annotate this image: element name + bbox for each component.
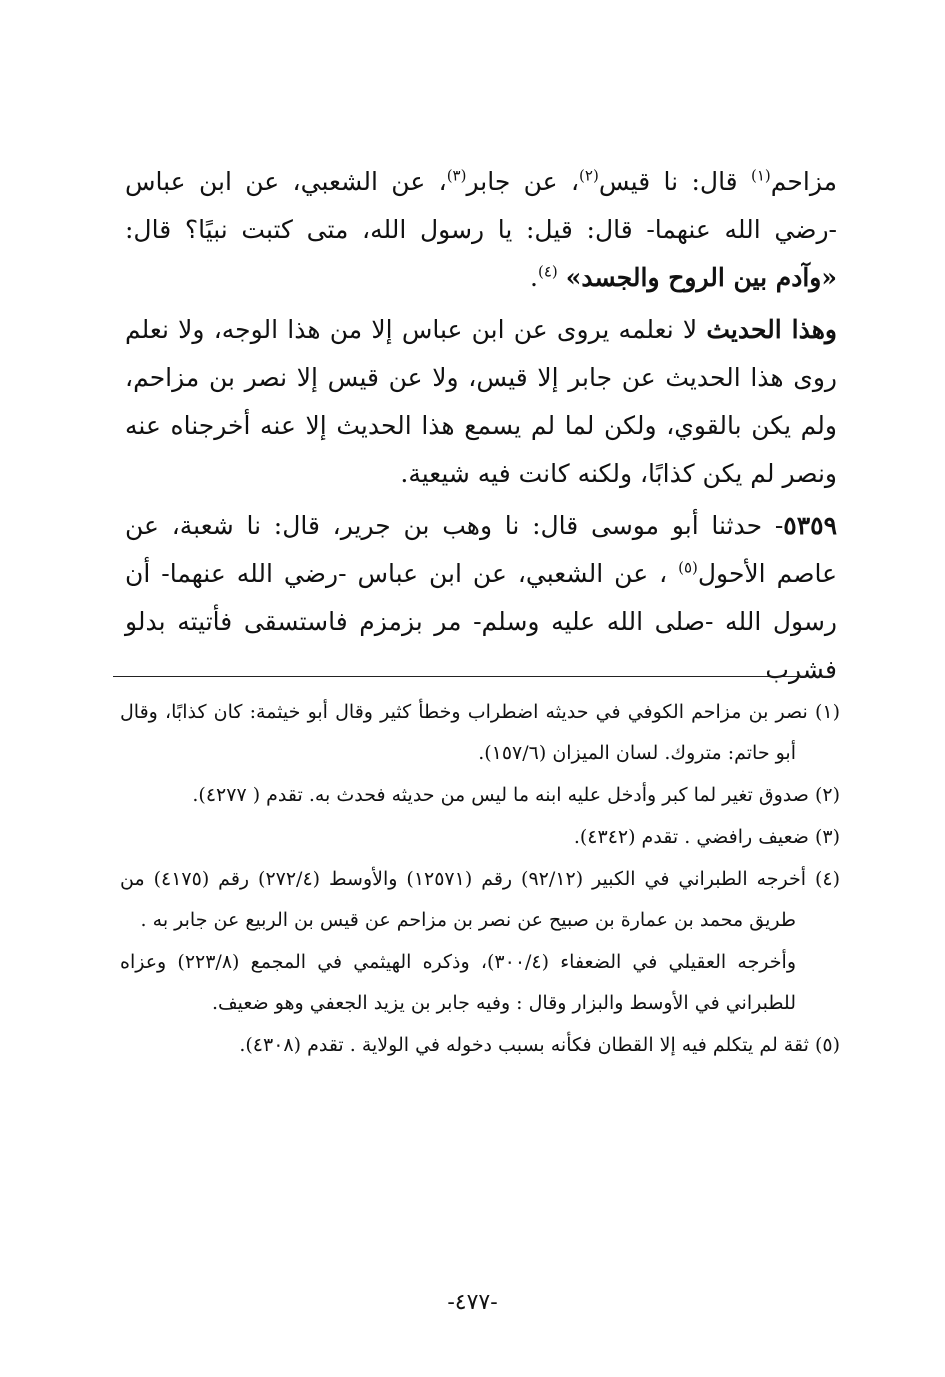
paragraph-hadith-text [125,158,837,302]
main-text [125,158,837,694]
hadith-number: ٥٣٥٩ [783,511,837,540]
footnote-5: (٥) ثقة لم يتكلم فيه إلا القطان فكأنه بسبب دخوله في الولاية . تقدم (٤٣٠٨). [239,1034,840,1056]
page-number: -٤٧٧- [447,1290,498,1315]
footnote-4-continued: وأخرجه العقيلي في الضعفاء (٣٠٠/٤)، وذكره الهيثمي في المجمع (٢٢٣/٨) وعزاه للطبراني في الأوسط والبزار وقال : وفيه جابر بن يزيد الجعفي وهو ضعيف. [120,951,796,1014]
text-segment: - حدثنا أبو موسى قال: نا وهب بن جرير، قال: نا شعبة، عن عاصم الأحول [125,511,837,588]
footnote-marker: (٢) [579,166,599,185]
footnote-marker: (٣) [446,166,467,185]
paragraph-hadith-5359 [125,502,837,694]
footnote-4: (٤) أخرجه الطبراني في الكبير (٩٢/١٢) رقم (١٢٥٧١) والأوسط (٢٧٢/٤) رقم (٤١٧٥) من طريق محمد بن عمارة بن صبيح عن نصر بن مزاحم عن قيس بن الربيع عن جابر به . [120,868,840,931]
commentary-heading: وهذا الحديث [706,315,837,344]
footnotes [120,692,840,1067]
footnote-2: (٢) صدوق تغير لما كبر وأدخل عليه ابنه ما ليس من حديثه فحدث به. تقدم ( ٤٢٧٧). [192,784,840,806]
footnote-marker: (٥) [678,558,698,577]
footnote-1: (١) نصر بن مزاحم الكوفي في حديثه اضطراب وخطأ كثير وقال أبو خيثمة: كان كذابًا، وقال أبو حاتم: متروك. لسان الميزان (١٥٧/٦). [120,701,840,764]
text-segment: قال: نا قيس [598,167,751,196]
footnote-divider [113,676,833,677]
hadith-quote: «وآدم بين الروح والجسد» [565,263,837,292]
text-segment: ، عن جابر [466,167,580,196]
footnote-marker: (٤) [537,262,558,281]
paragraph-commentary [125,306,837,498]
footnote-3: (٣) ضعيف رافضي . تقدم (٤٣٤٢). [573,826,840,848]
text-segment: ، عن الشعبي، عن ابن عباس -رضي الله عنهما- أن رسول الله -صلى الله عليه وسلم- مر بزمزم فاستسقى فأتيته بدلو فشرب [125,559,837,684]
footnote-marker: (١) [751,166,771,185]
text-segment: ، عن الشعبي، عن ابن عباس -رضي الله عنهما- قال: قيل: يا رسول الله، متى كتبت نبيًا؟ قال: [125,167,837,244]
text-segment: مزاحم [770,167,838,196]
text-segment: لا نعلمه يروى عن ابن عباس إلا من هذا الوجه، ولا نعلم روى هذا الحديث عن جابر إلا قيس، ولا عن قيس إلا نصر بن مزاحم، ولم يكن بالقوي، ولكن لما لم يسمع هذا الحديث إلا عنه أخرجناه عنه ونصر لم يكن كذابًا، ولكنه كانت فيه شيعية. [125,315,837,488]
text-segment: . [530,263,538,292]
